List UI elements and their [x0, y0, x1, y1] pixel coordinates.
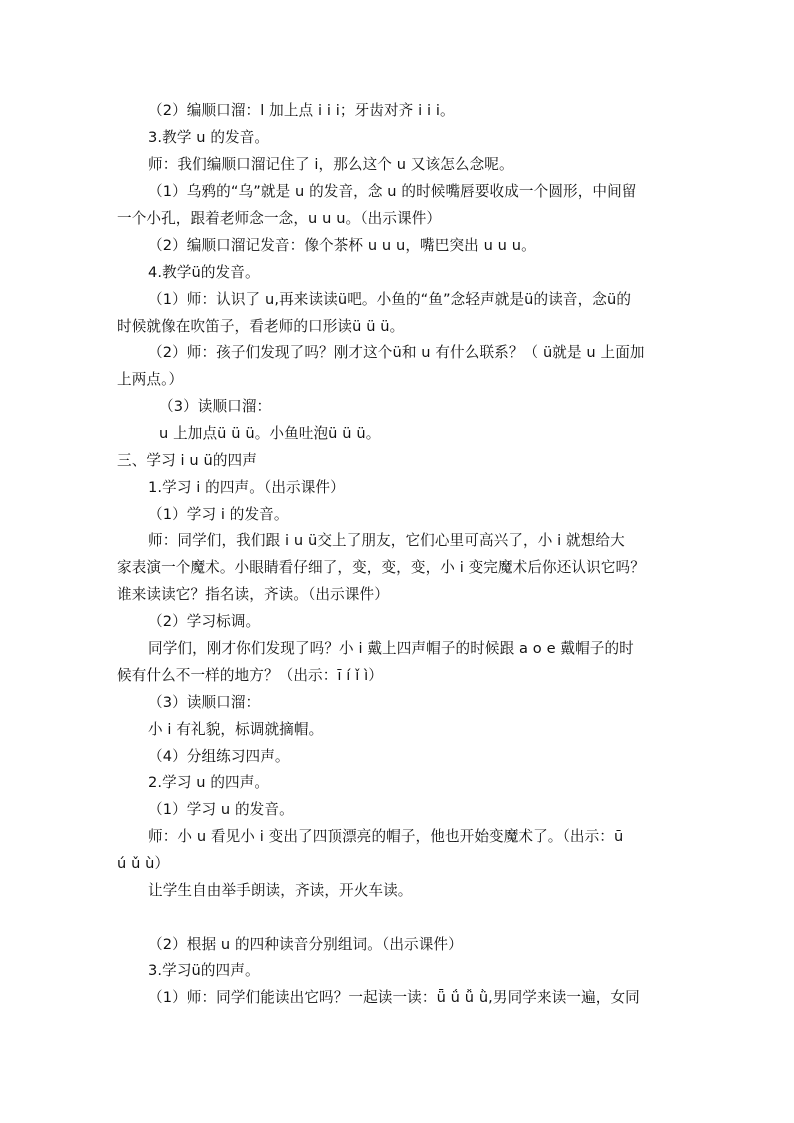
text-line: （1）师：同学们能读出它吗？一起读一读：ǖ ǘ ǚ ǜ,男同学来读一遍，女同: [148, 989, 640, 1006]
text-line: 3.教学 u 的发音。: [148, 129, 270, 146]
text-line: （3）读顺口溜：: [148, 694, 261, 711]
text-line: 4.教学ü的发音。: [148, 264, 260, 281]
section-heading: 三、学习 i u ü的四声: [117, 452, 257, 469]
text-line: 小 i 有礼貌，标调就摘帽。: [148, 721, 324, 738]
text-line: （4）分组练习四声。: [148, 748, 290, 765]
text-line: 上两点。）: [117, 371, 184, 388]
text-line: 2.学习 u 的四声。: [148, 774, 270, 791]
text-line: （1）学习 u 的发音。: [148, 801, 294, 818]
text-line: 候有什么不一样的地方？（出示：ī í ǐ ì）: [117, 667, 383, 684]
text-line: （2）根据 u 的四种读音分别组词。（出示课件）: [148, 936, 463, 953]
text-line: 让学生自由举手朗读，齐读，开火车读。: [148, 882, 413, 899]
text-line: 师：我们编顺口溜记住了 i，那么这个 u 又该怎么念呢。: [148, 156, 514, 173]
text-line: （1）乌鸦的“乌”就是 u 的发音，念 u 的时候嘴唇要收成一个圆形，中间留: [148, 183, 637, 200]
text-line: 3.学习ü的四声。: [148, 962, 260, 979]
text-line: ú ǔ ù）: [117, 855, 170, 872]
text-line: 时候就像在吹笛子，看老师的口形读ü ü ü。: [117, 318, 405, 335]
text-line: （1）学习 i 的发音。: [148, 506, 289, 523]
text-line: （1）师：认识了 u,再来读读ü吧。小鱼的“鱼”念轻声就是ü的读音，念ü的: [148, 291, 632, 308]
text-line: 谁来读读它？指名读，齐读。（出示课件）: [117, 586, 389, 603]
text-line: 一个小孔，跟着老师念一念，u u u。（出示课件）: [117, 210, 442, 227]
text-line: u 上加点ü ü ü。小鱼吐泡ü ü ü。: [159, 425, 381, 442]
text-line: （2）学习标调。: [148, 613, 261, 630]
text-line: 师：小 u 看见小 i 变出了四顶漂亮的帽子，他也开始变魔术了。（出示：ū: [148, 828, 624, 845]
text-line: （2）师：孩子们发现了吗？刚才这个ü和 u 有什么联系？（ ü就是 u 上面加: [148, 344, 645, 361]
text-line: 家表演一个魔术。小眼睛看仔细了，变，变，变，小 i 变完魔术后你还认识它吗？: [117, 559, 645, 576]
text-line: 1.学习 i 的四声。（出示课件）: [148, 479, 345, 496]
text-line: （2）编顺口溜记发音：像个茶杯 u u u，嘴巴突出 u u u。: [148, 237, 536, 254]
text-line: 师：同学们，我们跟 i u ü交上了朋友，它们心里可高兴了，小 i 就想给大: [148, 532, 625, 549]
text-line: 同学们，刚才你们发现了吗？小 i 戴上四声帽子的时候跟 a o e 戴帽子的时: [148, 640, 634, 657]
text-line: （3）读顺口溜：: [159, 398, 272, 415]
text-line: （2）编顺口溜：l 加上点 i i i；牙齿对齐 i i i。: [148, 102, 455, 119]
